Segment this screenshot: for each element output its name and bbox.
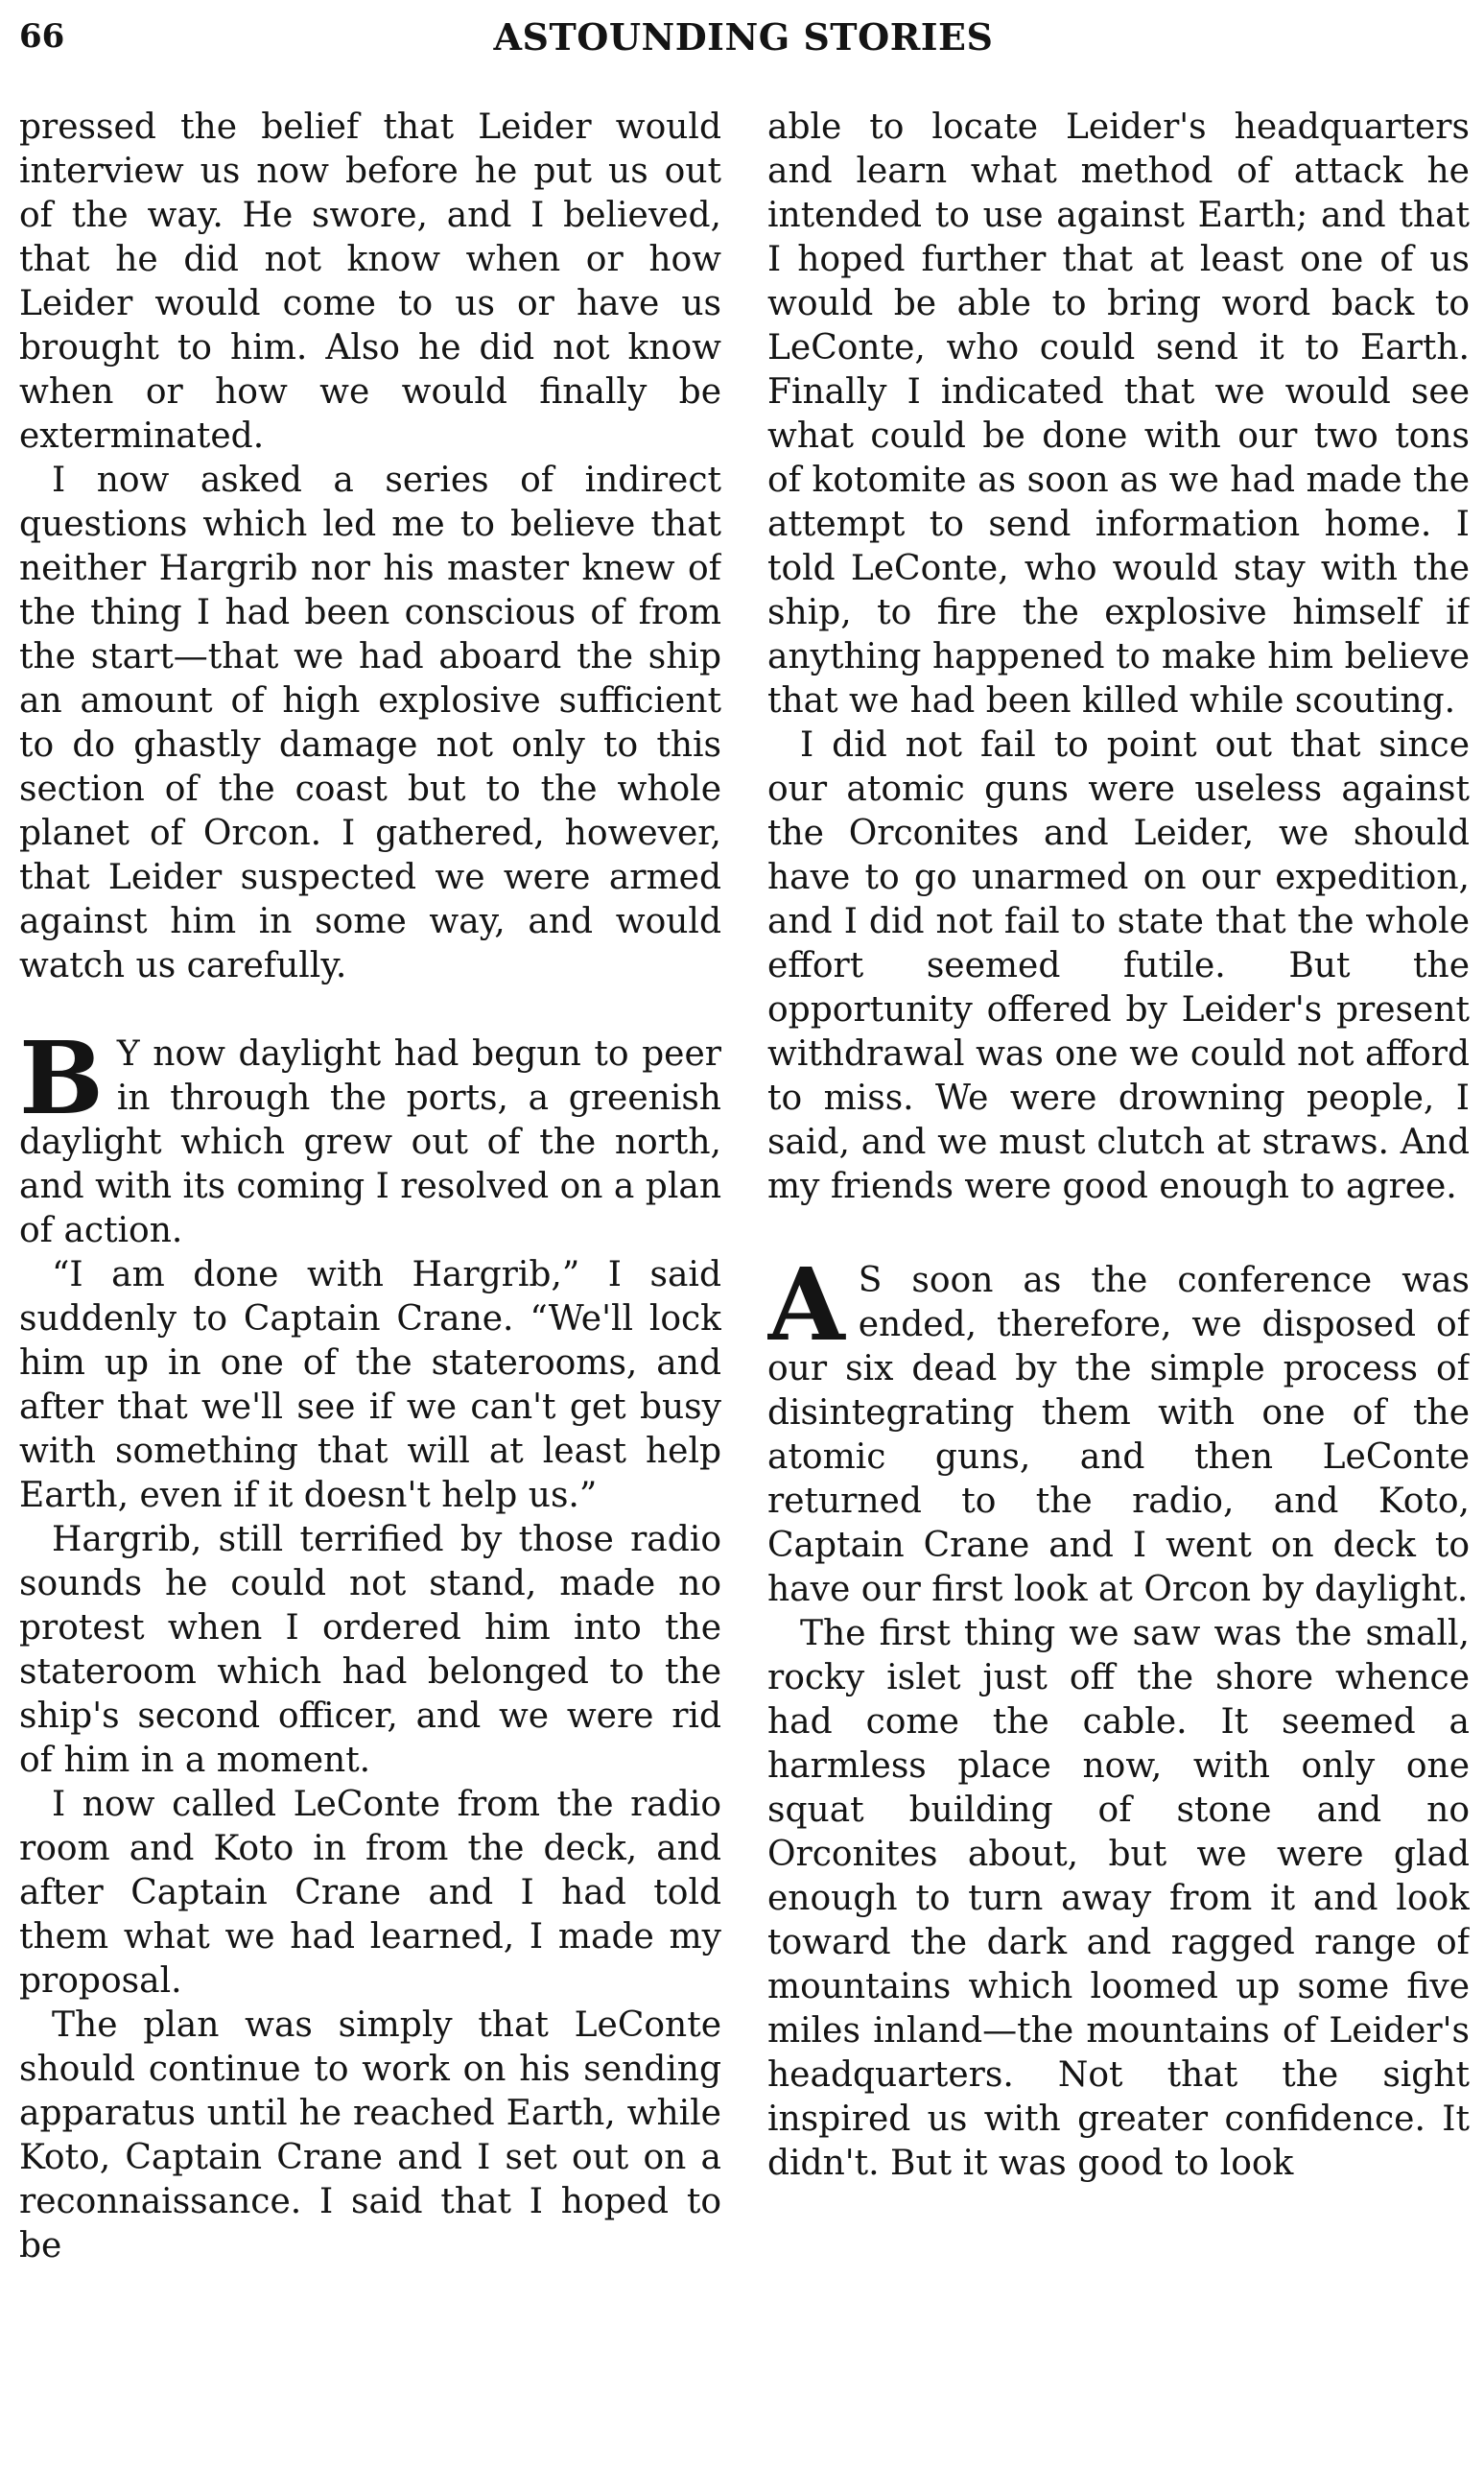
drop-cap: A	[767, 1245, 845, 1364]
page-number: 66	[19, 17, 65, 56]
section-break	[19, 988, 721, 1032]
section-opening-paragraph	[767, 1245, 1470, 1612]
drop-cap: B	[19, 1019, 104, 1137]
paragraph-text: S soon as the conference was ended, therefore, we disposed of our six dead by the simple process of disintegrating them with one of the atomic guns, and then LeConte returned to the radio, and Koto, Captain Crane and I went on deck to have our first look at Orcon by daylight.	[767, 1261, 1470, 1609]
paragraph: I now asked a series of indirect questions which led me to believe that neither Hargrib nor his master knew of the thing I had been conscious of from the start—that we had aboard the ship an amount of high explosive sufficient to do ghastly damage not only to this section of the coast but to the whole planet of Orcon. I gathered, however, that Leider suspected we were armed against him in some way, and would watch us carefully.	[19, 461, 721, 985]
right-column	[767, 106, 1470, 2456]
page-header	[19, 10, 1468, 67]
left-column	[19, 106, 721, 2456]
section-opening-paragraph	[19, 1019, 721, 1253]
paragraph: I now called LeConte from the radio room and Koto in from the deck, and after Captain Crane and I had told them what we had learned, I made my proposal.	[19, 1785, 721, 2001]
section-break	[767, 1209, 1470, 1259]
paragraph: The first thing we saw was the small, rocky islet just off the shore whence had come the cable. It seemed a harmless place now, with only one squat building of stone and no Orconites about, but we were glad enough to turn away from it and look toward the dark and ragged range of mountains which loomed up some five miles inland—the mountains of Leider's headquarters. Not that the sight inspired us with greater confidence. It didn't. But it was good to look	[767, 1614, 1470, 2183]
paragraph: I did not fail to point out that since our atomic guns were useless against the Orconites and Leider, we should have to go unarmed on our expedition, and I did not fail to state that the whole effort seemed futile. But the opportunity offered by Leider's present withdrawal was one we could not afford to miss. We were drowning people, I said, and we must clutch at straws. And my friends were good enough to agree.	[767, 725, 1470, 1206]
paragraph: “I am done with Hargrib,” I said suddenly to Captain Crane. “We'll lock him up in one of the staterooms, and after that we'll see if we can't get busy with something that will at least help Earth, even if it doesn't help us.”	[19, 1255, 721, 1515]
paragraph: The plan was simply that LeConte should continue to work on his sending apparatus until he reached Earth, while Koto, Captain Crane and I set out on a reconnaissance. I said that I hoped to be	[19, 2005, 721, 2265]
paragraph-text: Y now daylight had begun to peer in through the ports, a greenish daylight which grew out of the north, and with its coming I resolved on a plan of action.	[19, 1034, 721, 1250]
paragraph: pressed the belief that Leider would interview us now before he put us out of the way. He swore, and I believed, that he did not know when or how Leider would come to us or have us brought to him. Also he did not know when or how we would finally be exterminated.	[19, 107, 721, 456]
running-title: ASTOUNDING STORIES	[493, 15, 994, 59]
paragraph: Hargrib, still terrified by those radio sounds he could not stand, made no protest when I ordered him into the stateroom which had belonged to the ship's second officer, and we were rid of him in a moment.	[19, 1520, 721, 1780]
paragraph: able to locate Leider's headquarters and learn what method of attack he intended to use against Earth; and that I hoped further that at least one of us would be able to bring word back to LeConte, who could send it to Earth. Finally I indicated that we would see what could be done with our two tons of kotomite as soon as we had made the attempt to send information home. I told LeConte, who would stay with the ship, to fire the explosive himself if anything happened to make him believe that we had been killed while scouting.	[767, 107, 1470, 721]
